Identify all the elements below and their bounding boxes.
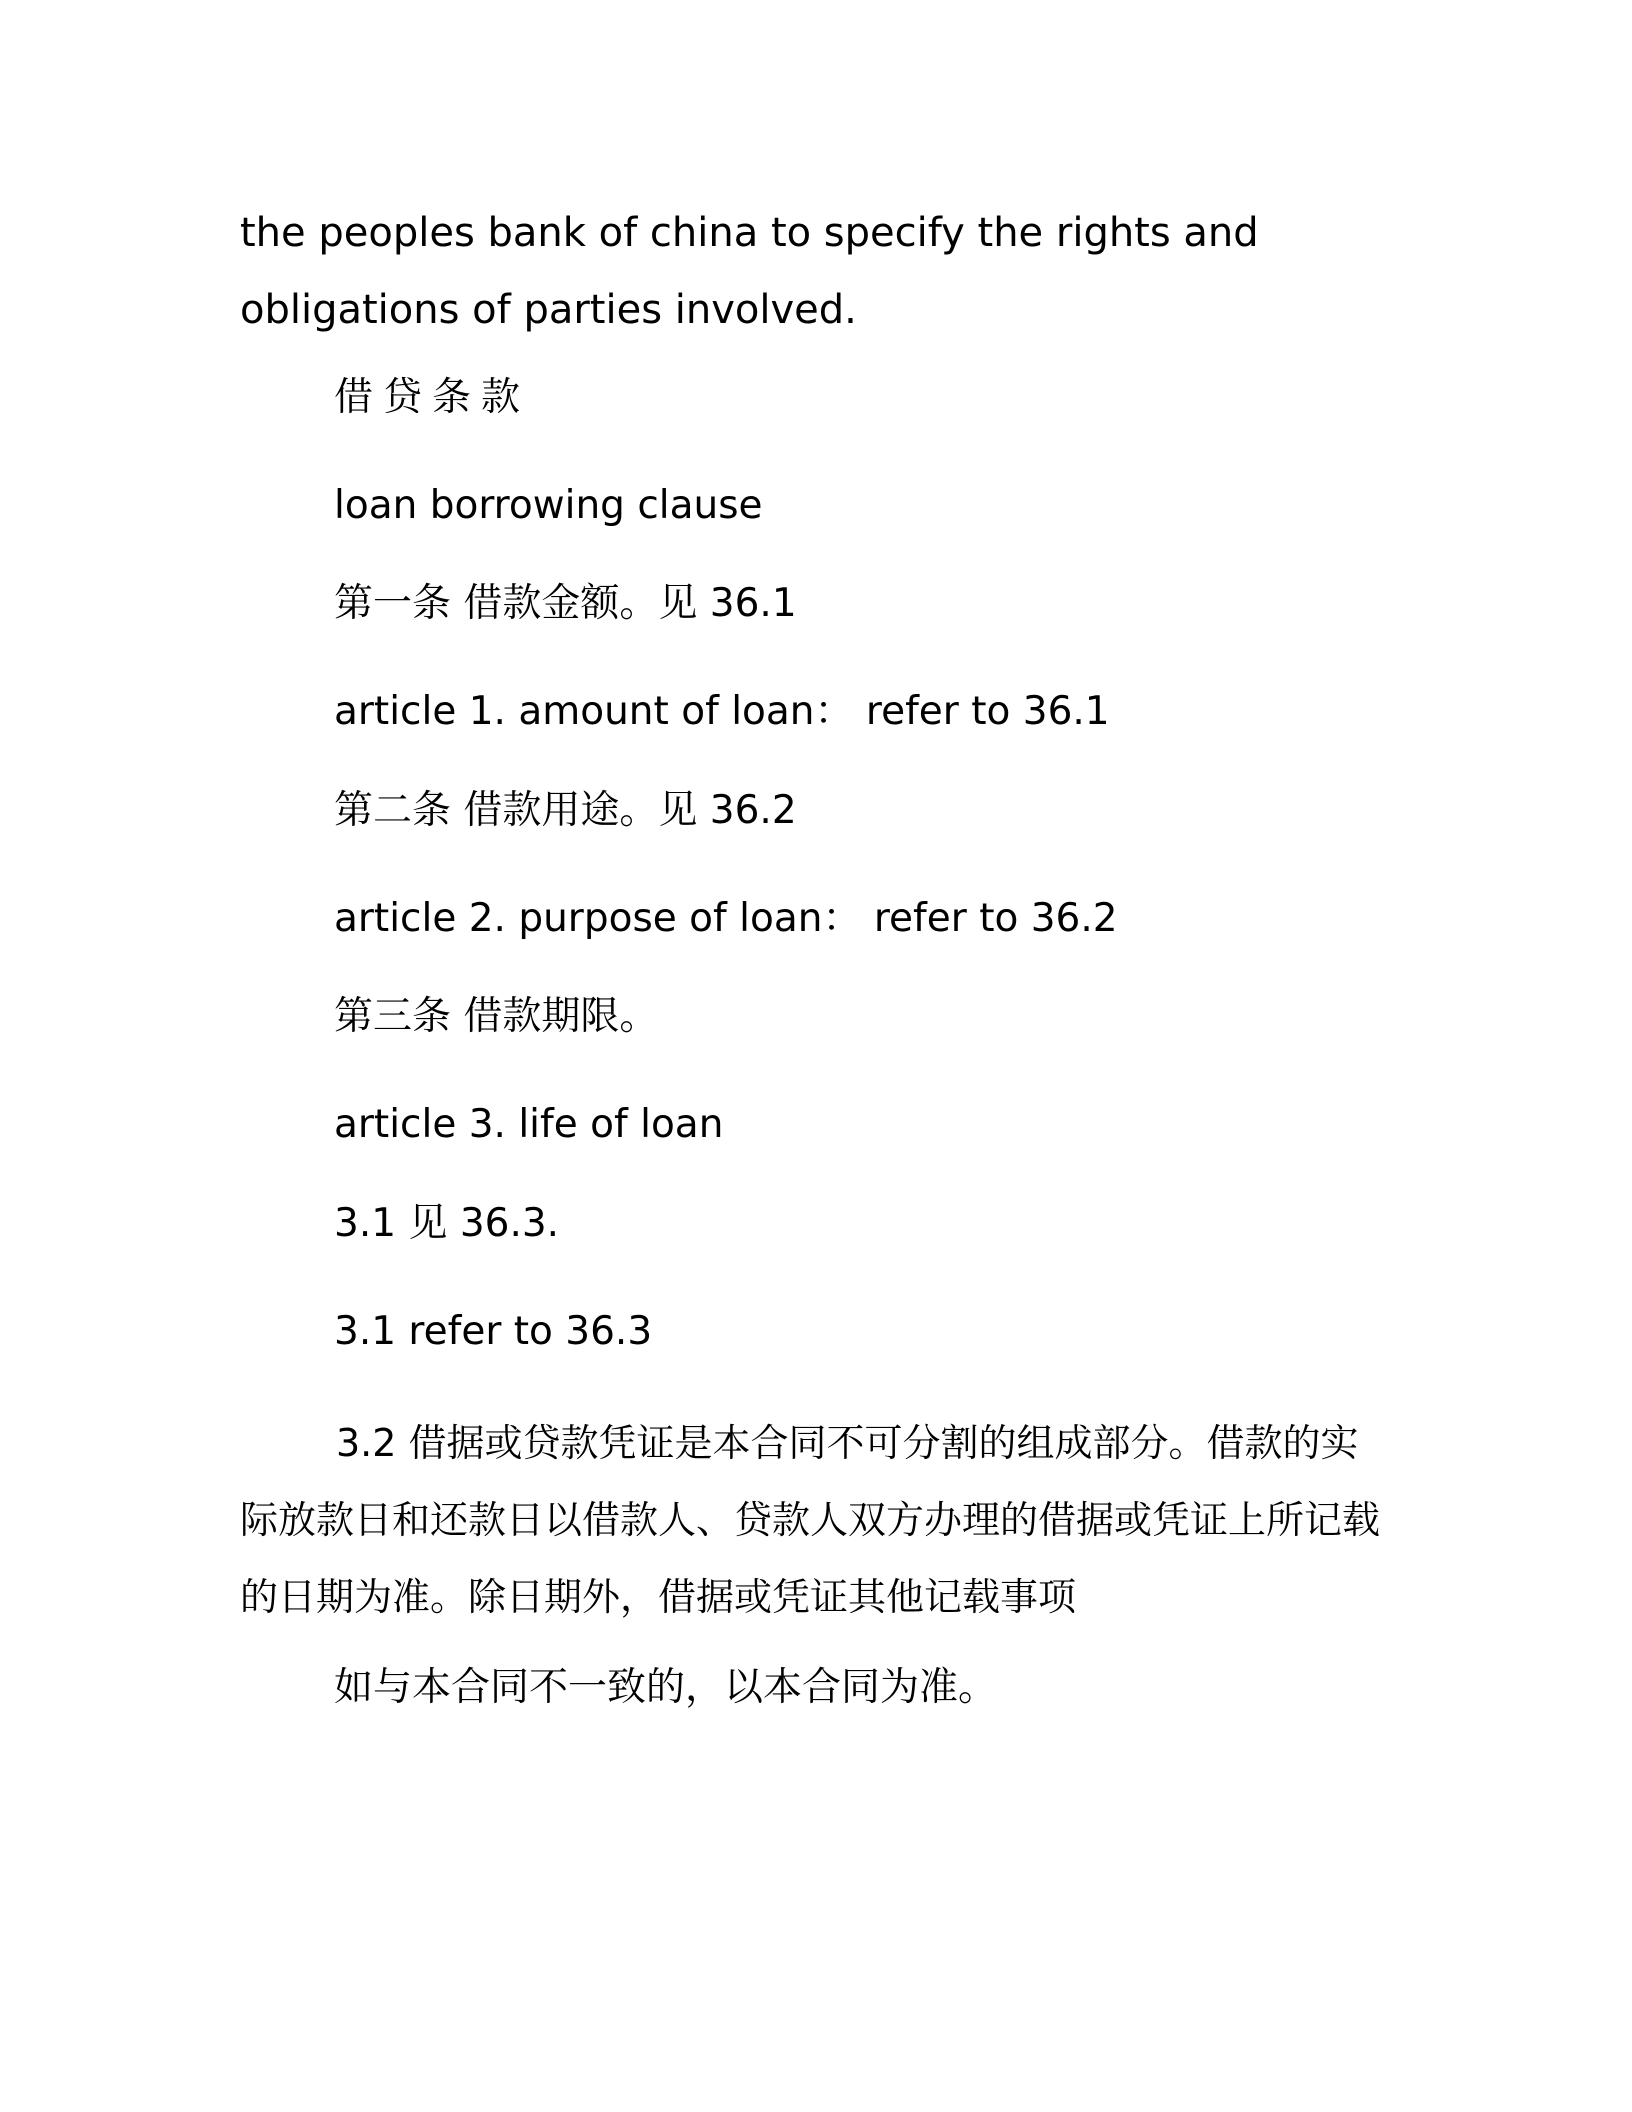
article-3-chinese: 第三条 借款期限。 <box>334 994 659 1039</box>
clause-3-2-paragraph: 3.2 借据或贷款凭证是本合同不可分割的组成部分。借款的实际放款日和还款日以借款人、贷款人双方办理的借据或凭证上所记载的日期为准。除日期外，借据或凭证其他记载事项 <box>240 1421 1381 1619</box>
heading-english: loan borrowing clause <box>334 483 763 528</box>
clause-3-1-chinese: 3.1 见 36.3. <box>334 1201 560 1246</box>
article-1-chinese: 第一条 借款金额。见 36.1 <box>334 581 797 626</box>
article-1-english: article 1. amount of loan： refer to 36.1 <box>334 689 1110 734</box>
article-3-english: article 3. life of loan <box>334 1102 724 1147</box>
article-2-english: article 2. purpose of loan： refer to 36.2 <box>334 896 1118 941</box>
intro-paragraph: the peoples bank of china to specify the rights and obligations of parties involved. <box>240 210 1259 333</box>
clause-3-2-continuation: 如与本合同不一致的，以本合同为准。 <box>334 1665 998 1710</box>
article-2-chinese: 第二条 借款用途。见 36.2 <box>334 788 797 833</box>
heading-chinese: 借贷条款 <box>334 375 531 420</box>
clause-3-1-english: 3.1 refer to 36.3 <box>334 1309 653 1354</box>
